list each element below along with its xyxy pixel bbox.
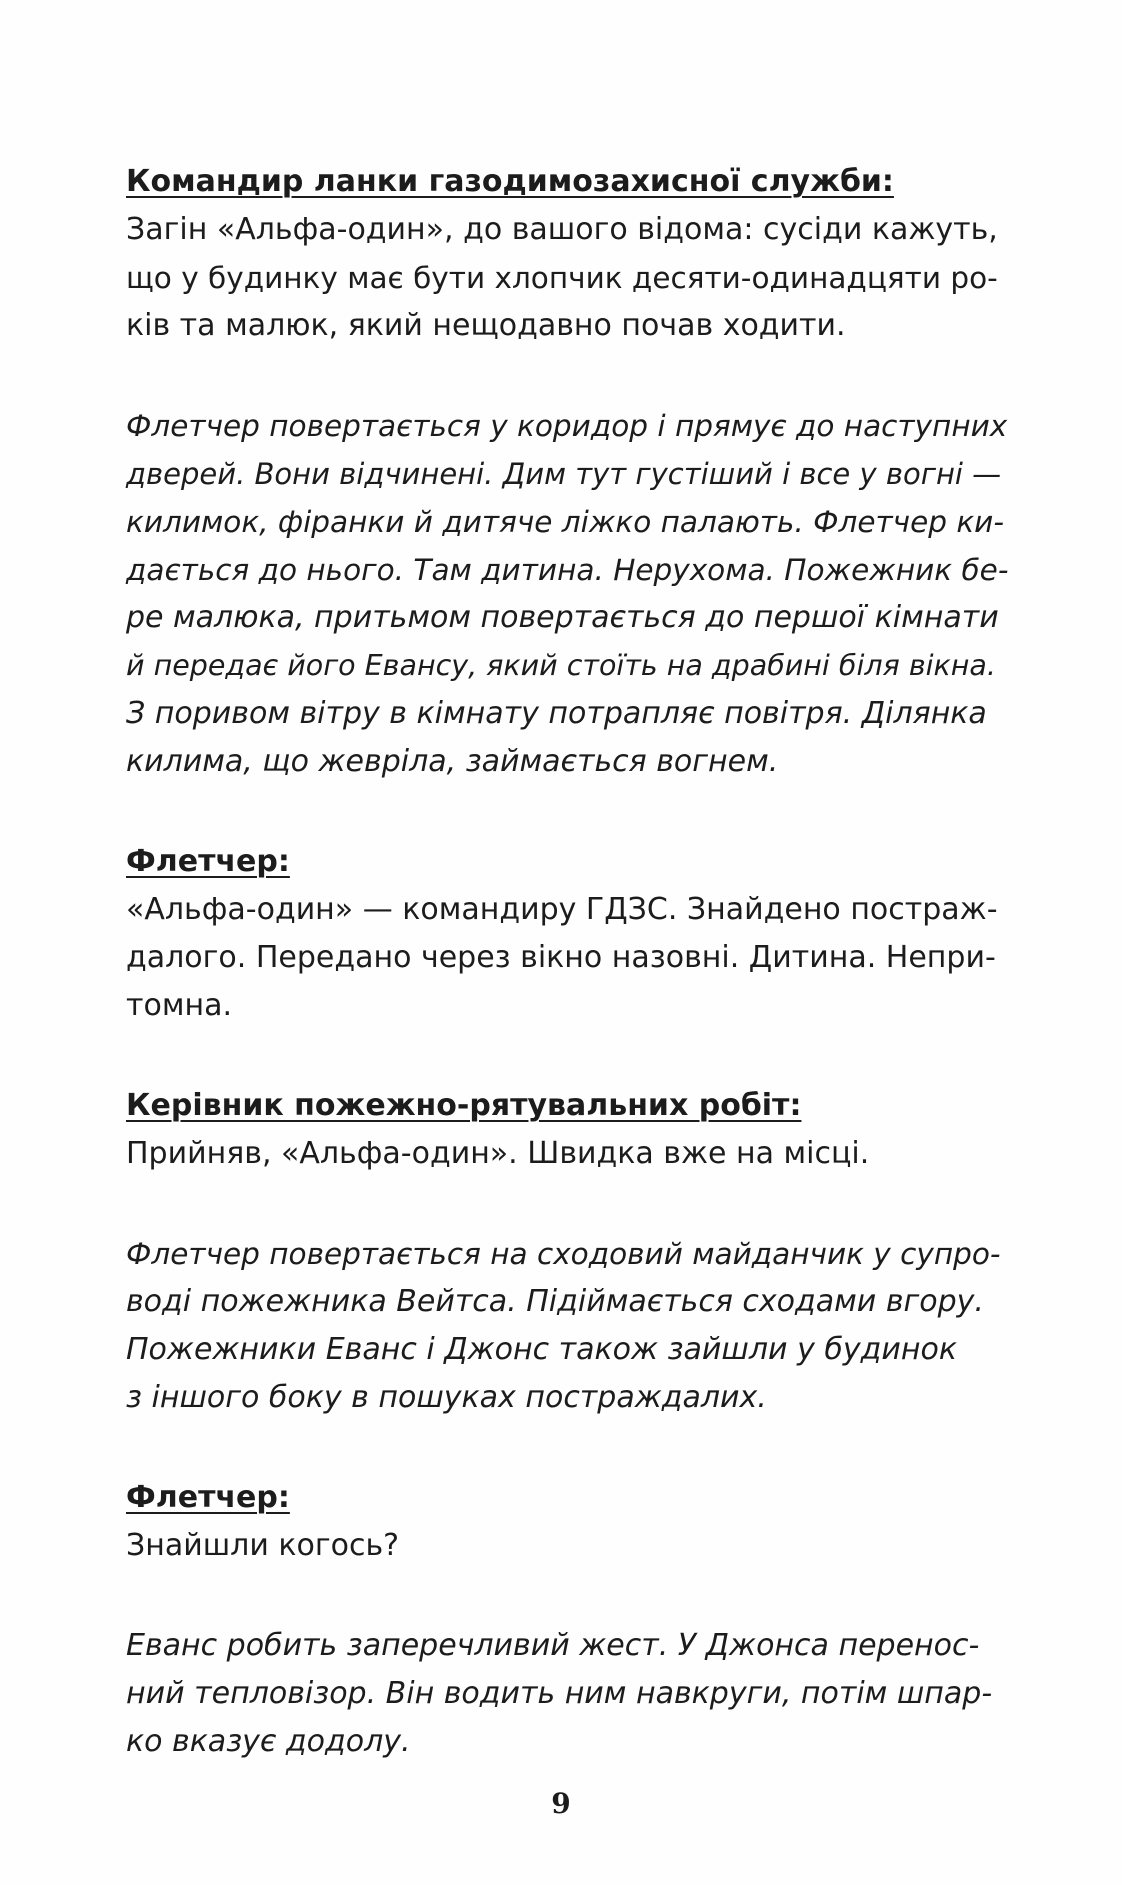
speaker-name: Керівник пожежно-рятувальних робіт:	[126, 1088, 802, 1123]
direction-line: ко вказує додолу.	[126, 1724, 411, 1759]
dialogue-line: Прийняв, «Альфа-один». Швидка вже на місці.	[126, 1136, 870, 1171]
speaker-name: Командир ланки газодимозахисної служби:	[126, 164, 894, 199]
direction-line: з іншого боку в пошуках постраждалих.	[126, 1380, 767, 1415]
dialogue-line: Загін «Альфа-один», до вашого відома: сусіди кажуть,	[126, 212, 998, 247]
dialogue-block	[126, 1474, 1010, 1570]
dialogue-line: ків та малюк, який нещодавно почав ходити.	[126, 308, 846, 343]
dialogue-block	[126, 838, 1010, 1030]
direction-line: ре малюка, притьмом повертається до першої кімнати	[126, 600, 999, 635]
dialogue-line: що у будинку має бути хлопчик десяти-одинадцяти ро-	[126, 261, 998, 295]
stage-direction-block	[126, 1622, 1010, 1766]
dialogue-line: далого. Передано через вікно назовні. Дитина. Непри-	[126, 940, 996, 975]
direction-line: килимок, фіранки й дитяче ліжко палають. Флетчер ки-	[126, 505, 1004, 539]
direction-line: З поривом вітру в кімнату потрапляє повітря. Ділянка	[126, 696, 987, 731]
page-number: 9	[551, 1787, 571, 1820]
dialogue-line: «Альфа-один» — командиру ГДЗС. Знайдено постраж-	[126, 892, 998, 927]
direction-line: Еванс робить заперечливий жест. У Джонса перенос-	[126, 1628, 980, 1663]
direction-line: ний тепловізор. Він водить ним навкруги, потім шпар-	[126, 1676, 993, 1711]
direction-line: й передає його Евансу, який стоїть на драбині біля вікна.	[126, 649, 996, 682]
page-content	[126, 158, 1010, 1818]
direction-line: Пожежники Еванс і Джонс також зайшли у будинок	[126, 1332, 957, 1367]
dialogue-line: томна.	[126, 988, 232, 1023]
stage-direction-block	[126, 402, 1010, 786]
direction-line: воді пожежника Вейтса. Підіймається сходами вгору.	[126, 1284, 984, 1319]
direction-line: дверей. Вони відчинені. Дим тут густіший і все у вогні —	[126, 457, 1002, 491]
direction-line: килима, що жевріла, займається вогнем.	[126, 744, 779, 779]
direction-line: дається до нього. Там дитина. Нерухома. Пожежник бе-	[126, 553, 1009, 587]
direction-line: Флетчер повертається на сходовий майданчик у супро-	[126, 1237, 1001, 1271]
dialogue-line: Знайшли когось?	[126, 1528, 400, 1563]
dialogue-block	[126, 1082, 1010, 1178]
speaker-name: Флетчер:	[126, 844, 290, 879]
speaker-name: Флетчер:	[126, 1480, 290, 1515]
direction-line: Флетчер повертається у коридор і прямує до наступних	[126, 409, 1008, 443]
stage-direction-block	[126, 1230, 1010, 1422]
dialogue-block	[126, 158, 1010, 350]
